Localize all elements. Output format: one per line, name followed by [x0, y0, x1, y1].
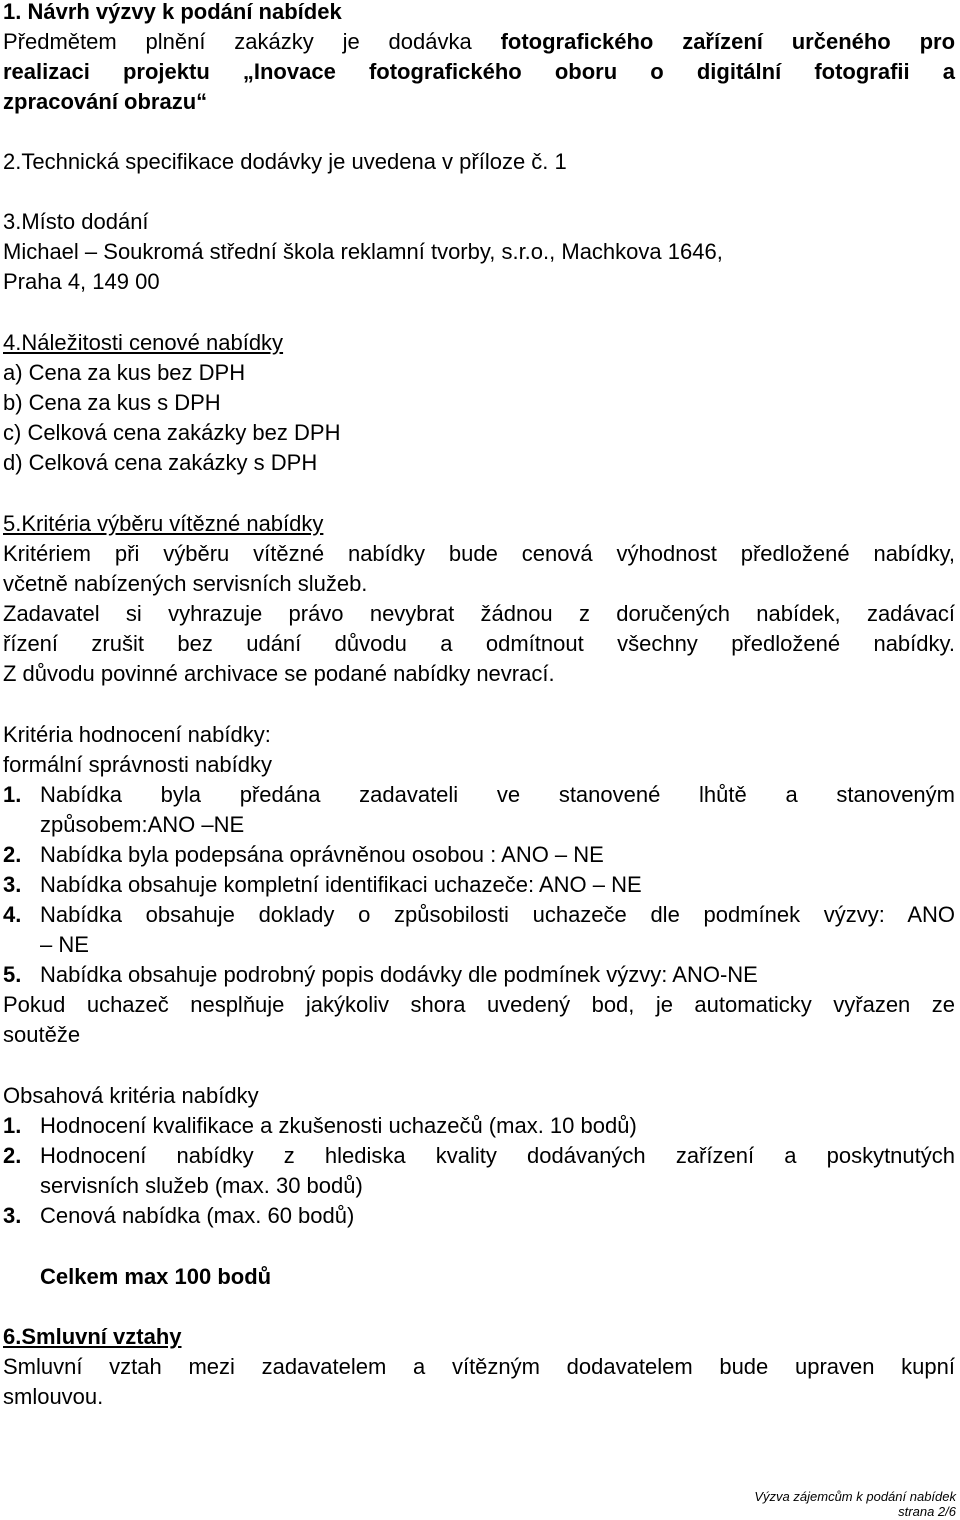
eval-item-5-number: 5.: [3, 962, 22, 987]
section-6-line-2: smlouvou.: [3, 1384, 104, 1409]
content-item-1-number: 1.: [3, 1113, 22, 1138]
section-5-p1-line-1: Kritériem při výběru vítězné nabídky bude cenová výhodnost předložené nabídky,: [3, 541, 955, 566]
content-item-2-line-1: Hodnocení nabídky z hlediska kvality dodávaných zařízení a poskytnutých: [40, 1143, 955, 1168]
section-5-p1-line-2: včetně nabízených servisních služeb.: [3, 571, 368, 596]
section-5-heading: 5.Kritéria výběru vítězné nabídky: [3, 511, 324, 536]
section-1-line-2: realizaci projektu „Inovace fotografického oboru o digitální fotografii a: [3, 59, 955, 84]
content-criteria-heading: Obsahová kritéria nabídky: [3, 1083, 259, 1108]
section-3-line-2: Praha 4, 149 00: [3, 269, 160, 294]
footer-page-number: strana 2/6: [898, 1504, 956, 1519]
section-6-heading: 6.Smluvní vztahy: [3, 1324, 182, 1349]
total-points: Celkem max 100 bodů: [40, 1264, 272, 1289]
eval-item-3-line-1: Nabídka obsahuje kompletní identifikaci uchazeče: ANO – NE: [40, 872, 642, 897]
section-5-p2-line-2: řízení zrušit bez udání důvodu a odmítnout všechny předložené nabídky.: [3, 631, 955, 656]
eval-item-3-number: 3.: [3, 872, 22, 897]
eval-item-2-number: 2.: [3, 842, 22, 867]
section-1-line-1: [3, 27, 955, 57]
footer-title: Výzva zájemcům k podání nabídek: [754, 1489, 956, 1504]
eval-item-4-number: 4.: [3, 902, 22, 927]
eval-item-1-line-2: způsobem:ANO –NE: [40, 812, 245, 837]
eval-item-5-line-1: Nabídka obsahuje podrobný popis dodávky dle podmínek výzvy: ANO-NE: [40, 962, 758, 987]
price-item-b: b) Cena za kus s DPH: [3, 390, 221, 415]
eval-item-4-line-2: – NE: [40, 932, 89, 957]
content-item-2-number: 2.: [3, 1143, 22, 1168]
content-item-3-number: 3.: [3, 1203, 22, 1228]
eval-item-4-line-1: Nabídka obsahuje doklady o způsobilosti uchazeče dle podmínek výzvy: ANO: [40, 902, 955, 927]
price-item-d: d) Celková cena zakázky s DPH: [3, 450, 318, 475]
section-1-line-1-bold: fotografického zařízení určeného pro: [500, 29, 956, 54]
section-5-p2-line-1: Zadavatel si vyhrazuje právo nevybrat žádnou z doručených nabídek, zadávací: [3, 601, 955, 626]
evaluation-subheading: formální správnosti nabídky: [3, 752, 273, 777]
section-2-heading: 2.Technická specifikace dodávky je uvedena v příloze č. 1: [3, 149, 567, 174]
content-item-2-line-2: servisních služeb (max. 30 bodů): [40, 1173, 363, 1198]
price-item-a: a) Cena za kus bez DPH: [3, 360, 246, 385]
section-1-line-1-plain: Předmětem plnění zakázky je dodávka: [3, 29, 501, 54]
section-1-line-3: zpracování obrazu“: [3, 89, 208, 114]
eval-item-1-number: 1.: [3, 782, 22, 807]
section-3-line-1: Michael – Soukromá střední škola reklamní tvorby, s.r.o., Machkova 1646,: [3, 239, 723, 264]
evaluation-note-line-1: Pokud uchazeč nesplňuje jakýkoliv shora uvedený bod, je automaticky vyřazen ze: [3, 992, 955, 1017]
section-6-line-1: Smluvní vztah mezi zadavatelem a vítězným dodavatelem bude upraven kupní: [3, 1354, 955, 1379]
content-item-1-line-1: Hodnocení kvalifikace a zkušenosti uchazečů (max. 10 bodů): [40, 1113, 637, 1138]
eval-item-2-line-1: Nabídka byla podepsána oprávněnou osobou : ANO – NE: [40, 842, 604, 867]
evaluation-heading: Kritéria hodnocení nabídky:: [3, 722, 271, 747]
section-3-heading: 3.Místo dodání: [3, 209, 149, 234]
section-1-heading: 1. Návrh výzvy k podání nabídek: [3, 0, 342, 24]
section-5-p2-line-3: Z důvodu povinné archivace se podané nabídky nevrací.: [3, 661, 555, 686]
content-item-3-line-1: Cenová nabídka (max. 60 bodů): [40, 1203, 355, 1228]
eval-item-1-line-1: Nabídka byla předána zadavateli ve stanovené lhůtě a stanoveným: [40, 782, 955, 807]
price-item-c: c) Celková cena zakázky bez DPH: [3, 420, 341, 445]
section-4-heading: 4.Náležitosti cenové nabídky: [3, 330, 284, 355]
evaluation-note-line-2: soutěže: [3, 1022, 81, 1047]
